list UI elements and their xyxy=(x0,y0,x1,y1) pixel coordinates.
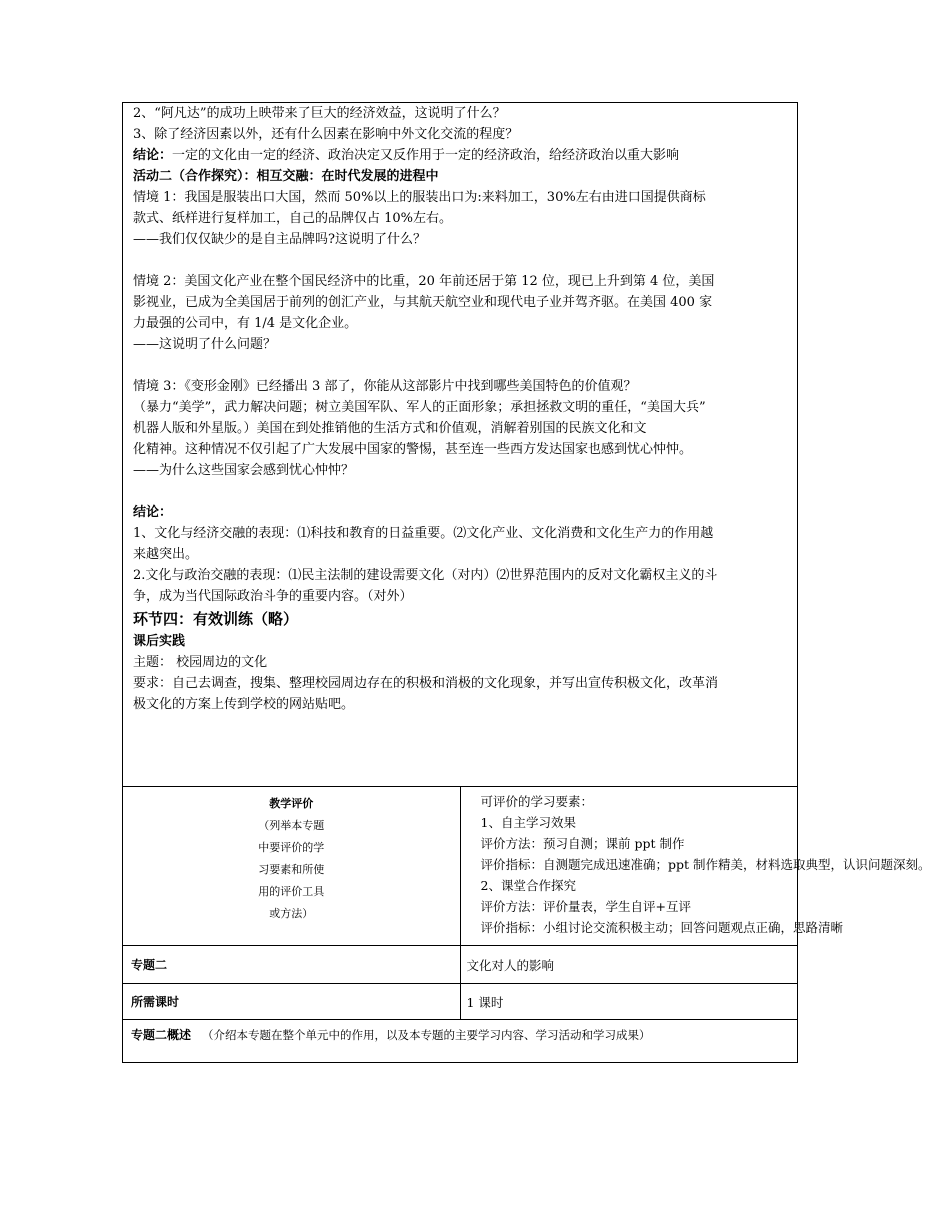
text-line: 要求：自己去调查，搜集、整理校园周边存在的积极和消极的文化现象，并写出宣传积极文化，改革消 xyxy=(133,676,719,691)
bold-heading-line: 课后实践 xyxy=(133,634,186,649)
text-line: ——我们仅仅缺少的是自主品牌吗?这说明了什么？ xyxy=(133,232,426,247)
evaluation-line: 1、自主学习效果 xyxy=(480,815,576,830)
text-line: 情境 2：美国文化产业在整个国民经济中的比重，20 年前还居于第 12 位，现已上升到第 4 位，美国 xyxy=(133,274,715,289)
text-line: 力最强的公司中，有 1/4 是文化企业。 xyxy=(133,316,358,331)
evaluation-line: 2、课堂合作探究 xyxy=(480,878,576,893)
topic2-label: 专题二 xyxy=(123,946,461,984)
text-line: 情境 3：《变形金刚》已经播出 3 部了，你能从这部影片中找到哪些美国特色的价值观？ xyxy=(133,379,637,394)
text-line: 极文化的方案上传到学校的网站贴吧。 xyxy=(133,697,355,712)
evaluation-note-line: （列举本专题 xyxy=(258,819,325,832)
evaluation-title: 教学评价 xyxy=(269,797,314,810)
evaluation-note-line: 或方法） xyxy=(269,907,314,920)
evaluation-note-line: 用的评价工具 xyxy=(258,885,325,898)
hours-value: 1 课时 xyxy=(460,984,798,1020)
evaluation-label-cell xyxy=(123,787,461,946)
lesson-plan-table xyxy=(122,102,931,1063)
evaluation-content-cell xyxy=(460,787,931,946)
blank-line xyxy=(133,250,797,271)
text-line: 2、“阿凡达”的成功上映带来了巨大的经济效益，这说明了什么？ xyxy=(133,106,506,121)
text-line: （暴力“美学”，武力解决问题；树立美国军队、军人的正面形象；承担拯救文明的重任，“美国大兵” xyxy=(133,400,706,415)
text-line: 1、文化与经济交融的表现：⑴科技和教育的日益重要。⑵文化产业、文化消费和文化生产力的作用越 xyxy=(133,526,714,541)
conclusion-label: 结论： xyxy=(133,148,173,163)
text-line: 主题： 校园周边的文化 xyxy=(133,655,268,670)
text-line: 机器人版和外星版。）美国在到处推销他的生活方式和价值观，消解着别国的民族文化和文 xyxy=(133,421,647,436)
evaluation-line: 评价指标：小组讨论交流积极主动；回答问题观点正确，思路清晰 xyxy=(480,920,844,935)
section-heading: 环节四：有效训练（略） xyxy=(133,610,299,628)
activity-content xyxy=(133,103,797,715)
evaluation-line: 评价方法：预习自测；课前 ppt 制作 xyxy=(480,836,685,851)
evaluation-line: 评价方法：评价量表，学生自评+互评 xyxy=(480,899,691,914)
evaluation-note-line: 习要素和所使 xyxy=(258,863,325,876)
text-line: ——为什么这些国家会感到忧心忡忡？ xyxy=(133,463,355,478)
document-page xyxy=(122,102,931,1063)
text-line: 情境 1：我国是服装出口大国，然而 50%以上的服装出口为:来料加工，30%左右由进口国提供商标 xyxy=(133,190,706,205)
text-line: 争，成为当代国际政治斗争的重要内容。（对外） xyxy=(133,589,413,604)
text-line: 3、除了经济因素以外，还有什么因素在影响中外文化交流的程度？ xyxy=(133,127,519,142)
bold-heading-line: 结论： xyxy=(133,505,173,520)
overview-label: 专题二概述 xyxy=(131,1028,192,1042)
text-line: 化精神。这种情况不仅引起了广大发展中国家的警惕，甚至连一些西方发达国家也感到忧心忡忡。 xyxy=(133,442,693,457)
hours-label: 所需课时 xyxy=(123,984,461,1020)
activity-content-cell xyxy=(123,103,798,787)
text-line: 款式、纸样进行复样加工，自己的品牌仅占 10%左右。 xyxy=(133,211,453,226)
overview-description: （介绍本专题在整个单元中的作用，以及本专题的主要学习内容、学习活动和学习成果） xyxy=(201,1028,651,1042)
text-line: ——这说明了什么问题？ xyxy=(133,337,277,352)
conclusion-line xyxy=(133,145,797,166)
evaluation-line: 可评价的学习要素： xyxy=(480,794,594,809)
blank-line xyxy=(133,481,797,502)
text-line: 2.文化与政治交融的表现：⑴民主法制的建设需要文化（对内）⑵世界范围内的反对文化霸权主义的斗 xyxy=(133,568,718,583)
text-line: 来越突出。 xyxy=(133,547,199,562)
evaluation-note-line: 中要评价的学 xyxy=(258,841,325,854)
blank-line xyxy=(133,355,797,376)
text-line: 影视业，已成为全美国居于前列的创汇产业，与其航天航空业和现代电子业并驾齐驱。在美国 400 家 xyxy=(133,295,713,310)
topic2-value: 文化对人的影响 xyxy=(460,946,798,984)
overview-cell xyxy=(123,1020,798,1063)
evaluation-line: 评价指标：自测题完成迅速准确；ppt 制作精美，材料选取典型，认识问题深刻。 xyxy=(480,857,931,872)
conclusion-text: 一定的文化由一定的经济、政治决定又反作用于一定的经济政治，给经济政治以重大影响 xyxy=(172,148,680,163)
bold-heading-line: 活动二（合作探究）：相互交融：在时代发展的进程中 xyxy=(133,169,439,184)
